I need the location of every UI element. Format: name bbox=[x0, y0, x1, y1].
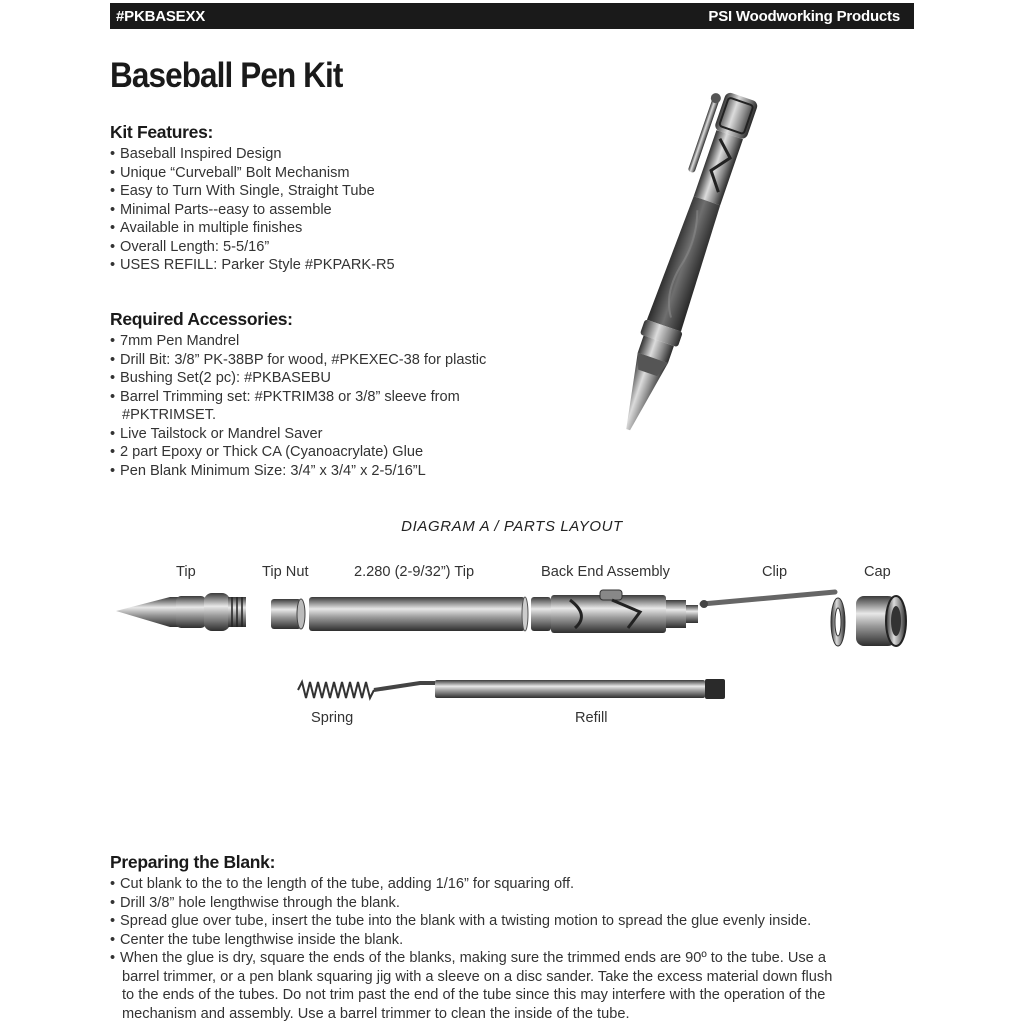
list-item: • Drill 3/8” hole lengthwise through the blank. bbox=[110, 894, 400, 911]
clip-label: Clip bbox=[762, 564, 788, 580]
list-item: #PKTRIMSET. bbox=[122, 407, 217, 423]
assembled-pen-image bbox=[600, 87, 762, 436]
preparing-blank-list bbox=[110, 875, 900, 1023]
list-item: • When the glue is dry, square the ends of the blanks, making sure the trimmed ends are 90º to the tube. Use a barrel trimmer, or a pen blank squaring jig with a sleeve on a disc sander. Take the excess material down flush to the ends of the tubes. Do not trim past the end of the tube since this may interfere with the operation of the mechanism and assembly. Use a barrel trimmer to clean the inside of the tube. bbox=[110, 950, 833, 1022]
brand-name: PSI Woodworking Products bbox=[708, 7, 900, 25]
list-item: • 2 part Epoxy or Thick CA (Cyanoacrylate) Glue bbox=[110, 444, 424, 460]
tube-label: 2.280 (2-9/32”) Tip bbox=[354, 564, 475, 580]
spring-label: Spring bbox=[311, 710, 354, 726]
preparing-blank-heading: Preparing the Blank: bbox=[110, 852, 276, 872]
list-item: • Unique “Curveball” Bolt Mechanism bbox=[110, 164, 350, 181]
list-item: • Drill Bit: 3/8” PK-38BP for wood, #PKEXEC-38 for plastic bbox=[110, 351, 487, 368]
clip-part bbox=[700, 592, 845, 646]
tube-part bbox=[309, 597, 528, 631]
kit-features-heading: Kit Features: bbox=[110, 122, 214, 142]
back-end-assembly-part bbox=[531, 590, 698, 633]
list-item: • USES REFILL: Parker Style #PKPARK-R5 bbox=[110, 257, 395, 273]
preparing-blank-section bbox=[110, 852, 900, 1023]
tip-nut-label: Tip Nut bbox=[262, 564, 309, 580]
list-item: • Center the tube lengthwise inside the blank. bbox=[110, 931, 404, 948]
list-item: • Live Tailstock or Mandrel Saver bbox=[110, 425, 323, 442]
list-item: • Available in multiple finishes bbox=[110, 220, 303, 236]
tip-part bbox=[116, 593, 246, 631]
tip-nut-part bbox=[271, 599, 305, 629]
page-title: Baseball Pen Kit bbox=[110, 56, 343, 95]
list-item: • Minimal Parts--easy to assemble bbox=[110, 201, 332, 218]
back-end-assembly-label: Back End Assembly bbox=[541, 564, 670, 580]
cap-part bbox=[856, 596, 906, 646]
spring-part bbox=[298, 682, 374, 698]
list-item: • 7mm Pen Mandrel bbox=[110, 333, 240, 349]
cap-label: Cap bbox=[864, 564, 891, 580]
diagram-title: DIAGRAM A / PARTS LAYOUT bbox=[401, 518, 623, 535]
list-item: • Bushing Set(2 pc): #PKBASEBU bbox=[110, 370, 331, 386]
list-item: • Barrel Trimming set: #PKTRIM38 or 3/8” sleeve from bbox=[110, 388, 460, 405]
required-accessories-heading: Required Accessories: bbox=[110, 309, 293, 329]
list-item: • Easy to Turn With Single, Straight Tube bbox=[110, 183, 375, 199]
refill-label: Refill bbox=[575, 710, 608, 726]
list-item: • Baseball Inspired Design bbox=[110, 146, 282, 162]
sku-code: #PKBASEXX bbox=[116, 7, 206, 25]
refill-part bbox=[374, 679, 725, 699]
list-item: • Pen Blank Minimum Size: 3/4” x 3/4” x 2-5/16”L bbox=[110, 462, 426, 479]
tip-label: Tip bbox=[176, 564, 196, 580]
list-item: • Overall Length: 5-5/16” bbox=[110, 238, 270, 255]
list-item: • Cut blank to the to the length of the tube, adding 1/16” for squaring off. bbox=[110, 876, 575, 892]
list-item: • Spread glue over tube, insert the tube into the blank with a twisting motion to spread the glue evenly inside. bbox=[110, 913, 812, 929]
